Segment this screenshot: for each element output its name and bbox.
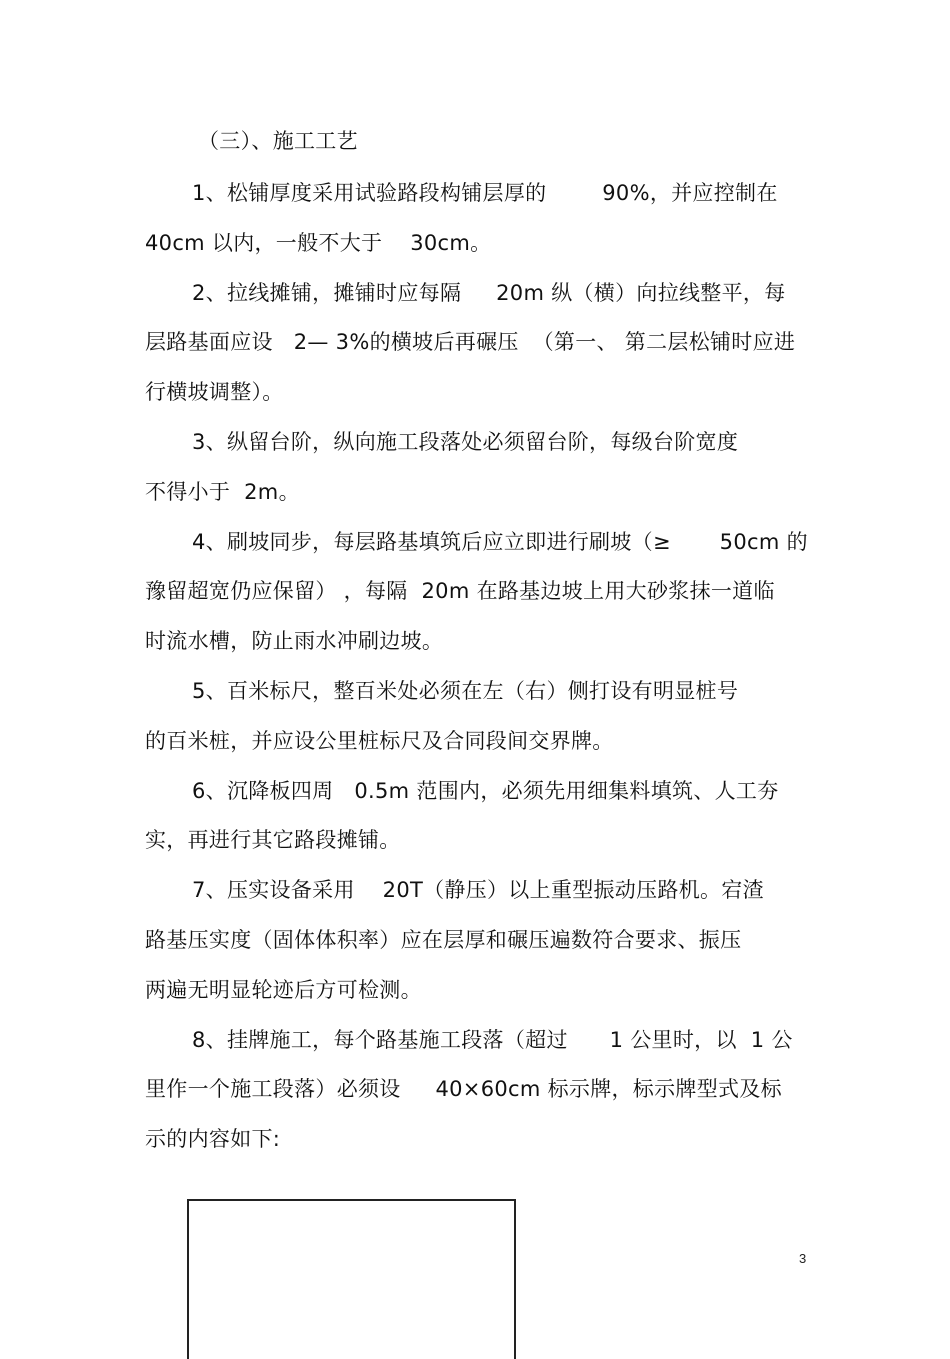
- paragraph-line: 两遍无明显轮迹后方可检测。: [145, 978, 422, 1002]
- paragraph-line: 3、纵留台阶，纵向施工段落处必须留台阶，每级台阶宽度: [192, 430, 739, 454]
- paragraph-line: 40cm 以内，一般不大于 30cm。: [145, 231, 492, 255]
- paragraph-line: 行横坡调整）。: [145, 380, 284, 404]
- paragraph-line: 时流水槽，防止雨水冲刷边坡。: [145, 629, 444, 653]
- paragraph-line: 豫留超宽仍应保留） ，每隔 20m 在路基边坡上用大砂浆抹一道临: [145, 579, 775, 603]
- paragraph-line: 1、松铺厚度采用试验路段构铺层厚的 90%，并应控制在: [192, 181, 778, 205]
- paragraph-line: 路基压实度（固体体积率）应在层厚和碾压遍数符合要求、振压: [145, 928, 742, 952]
- paragraph-line: 实，再进行其它路段摊铺。: [145, 828, 401, 852]
- sign-board-box: [187, 1199, 516, 1359]
- paragraph-line: 的百米桩，并应设公里桩标尺及合同段间交界牌。: [145, 729, 614, 753]
- paragraph-line: 8、挂牌施工，每个路基施工段落（超过 1 公里时，以 1 公: [192, 1028, 793, 1052]
- paragraph-line: 7、压实设备采用 20T（静压）以上重型振动压路机。宕渣: [192, 878, 764, 902]
- paragraph-line: 示的内容如下:: [145, 1127, 281, 1151]
- paragraph-line: 4、刷坡同步，每层路基填筑后应立即进行刷坡（≥ 50cm 的: [192, 530, 808, 554]
- paragraph-line: 6、沉降板四周 0.5m 范围内，必须先用细集料填筑、人工夯: [192, 779, 779, 803]
- paragraph-line: 5、百米标尺，整百米处必须在左（右）侧打设有明显桩号: [192, 679, 739, 703]
- paragraph-line: 2、拉线摊铺，摊铺时应每隔 20m 纵（横）向拉线整平，每: [192, 281, 786, 305]
- page-number: 3: [799, 1251, 807, 1266]
- paragraph-line: 不得小于 2m。: [145, 480, 300, 504]
- section-heading: （三）、施工工艺: [198, 129, 358, 153]
- paragraph-line: 里作一个施工段落）必须设 40×60cm 标示牌，标示牌型式及标: [145, 1077, 782, 1101]
- paragraph-line: 层路基面应设 2— 3%的横坡后再碾压 （第一、 第二层松铺时应进: [145, 330, 796, 354]
